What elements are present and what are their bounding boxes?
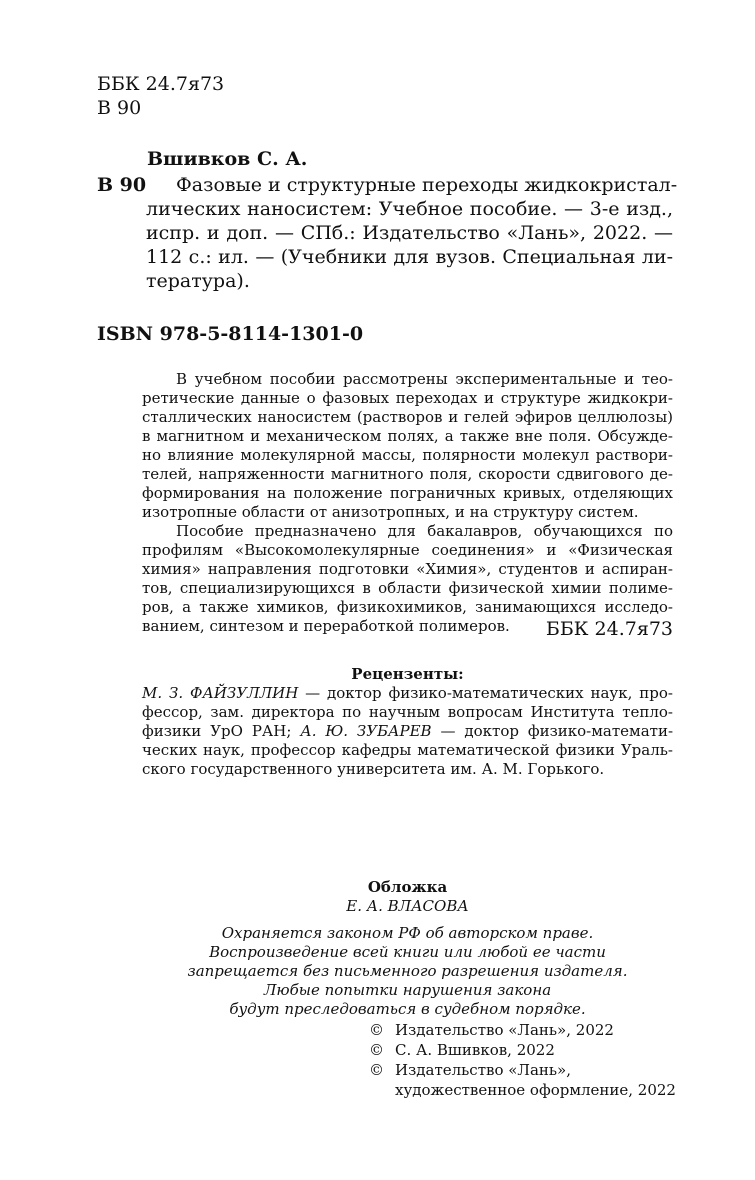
annotation-line: профилям «Высокомолекулярные соединения» и «Физическая xyxy=(142,541,673,559)
annotation-line: В учебном пособии рассмотрены экспериментальные и тео- xyxy=(176,370,673,388)
copyright-notice xyxy=(142,924,673,1019)
copyright-notice-line: Любые попытки нарушения закона xyxy=(263,981,552,999)
author-name: Вшивков С. А. xyxy=(147,148,308,170)
copyright-item xyxy=(369,1040,676,1060)
copyright-list xyxy=(369,1020,676,1100)
copyright-item xyxy=(369,1060,676,1080)
bibliography-line: испр. и доп. — СПб.: Издательство «Лань», 2022. — xyxy=(146,222,673,244)
copyright-notice-line: Охраняется законом РФ об авторском праве. xyxy=(221,924,594,942)
bibliography-line: Фазовые и структурные переходы жидкокристал- xyxy=(176,174,678,196)
bibliography-text xyxy=(146,173,678,293)
copyright-holder: Издательство «Лань», xyxy=(395,1061,572,1079)
bibliography-line: лических наносистем: Учебное пособие. — 3-е изд., xyxy=(146,198,673,220)
annotation-line: телей, напряженности магнитного поля, скорости сдвигового де- xyxy=(142,465,673,483)
annotation-line: ров, а также химиков, физикохимиков, занимающихся исследо- xyxy=(142,598,673,616)
reviewers-line xyxy=(142,741,673,760)
classification-block xyxy=(97,72,224,120)
copyright-item xyxy=(369,1020,676,1040)
isbn: ISBN 978-5-8114-1301-0 xyxy=(97,323,364,345)
cover-heading: Обложка xyxy=(367,878,448,896)
author-mark: В 90 xyxy=(97,97,142,119)
reviewers-line xyxy=(142,703,673,722)
annotation-line: Пособие предназначено для бакалавров, обучающихся по xyxy=(176,522,673,540)
annotation-line: в магнитном и механическом полях, а также вне поля. Обсужде- xyxy=(142,427,673,445)
reviewers-line xyxy=(142,722,673,741)
annotation-line: сталлических наносистем (растворов и гелей эфиров целлюлозы) xyxy=(142,408,673,426)
bibliography-line: 112 с.: ил. — (Учебники для вузов. Специальная ли- xyxy=(146,246,673,268)
copyright-symbol: © xyxy=(369,1041,384,1059)
annotation-line: изотропные области от анизотропных, и на структуру систем. xyxy=(142,503,639,521)
copyright-holder: художественное оформление, 2022 xyxy=(395,1081,676,1099)
copyright-symbol: © xyxy=(369,1061,384,1079)
copyright-symbol: © xyxy=(369,1021,384,1039)
annotation-line: формирования на положение пограничных кривых, отделяющих xyxy=(142,484,673,502)
annotation-line: тов, специализирующихся в области физической химии полиме- xyxy=(142,579,673,597)
reviewer-name: А. Ю. ЗУБАРЕВ xyxy=(300,722,432,740)
reviewer-description: ского государственного университета им. А. М. Горького. xyxy=(142,760,605,778)
reviewer-description: — доктор физико-математи- xyxy=(431,722,674,740)
reviewers-text xyxy=(142,684,673,779)
copyright-holder: С. А. Вшивков, 2022 xyxy=(395,1041,555,1059)
cover-designer: Е. А. ВЛАСОВА xyxy=(346,897,469,915)
cover-credit xyxy=(142,878,673,916)
annotation-line: ванием, синтезом и переработкой полимеров. xyxy=(142,617,510,635)
reviewers-line xyxy=(142,760,673,779)
reviewer-description: — доктор физико-математических наук, про- xyxy=(298,684,673,702)
annotation xyxy=(142,370,673,636)
copyright-holder: Издательство «Лань», 2022 xyxy=(395,1021,614,1039)
reviewers-line xyxy=(142,684,673,703)
bbk-code-right: ББК 24.7я73 xyxy=(545,618,673,640)
copyright-notice-line: Воспроизведение всей книги или любой ее части xyxy=(209,943,606,961)
reviewers-heading: Рецензенты: xyxy=(351,665,464,683)
annotation-line: ретические данные о фазовых переходах и структуре жидкокри- xyxy=(142,389,673,407)
reviewer-name: М. З. ФАЙЗУЛЛИН xyxy=(142,684,299,702)
reviewer-description: физики УрО РАН; xyxy=(142,722,301,740)
reviewer-description: ческих наук, профессор кафедры математической физики Ураль- xyxy=(142,741,673,759)
copyright-notice-line: запрещается без письменного разрешения издателя. xyxy=(187,962,628,980)
annotation-line: химия» направления подготовки «Химия», студентов и аспиран- xyxy=(142,560,673,578)
bibliography-mark: В 90 xyxy=(97,174,147,196)
annotation-line: но влияние молекулярной массы, полярности молекул раствори- xyxy=(142,446,673,464)
copyright-notice-line: будут преследоваться в судебном порядке. xyxy=(229,1000,586,1018)
bibliography-line: тература). xyxy=(146,270,250,292)
bbk-code: ББК 24.7я73 xyxy=(97,73,225,95)
reviewer-description: фессор, зам. директора по научным вопросам Института тепло- xyxy=(142,703,673,721)
copyright-item xyxy=(369,1080,676,1100)
